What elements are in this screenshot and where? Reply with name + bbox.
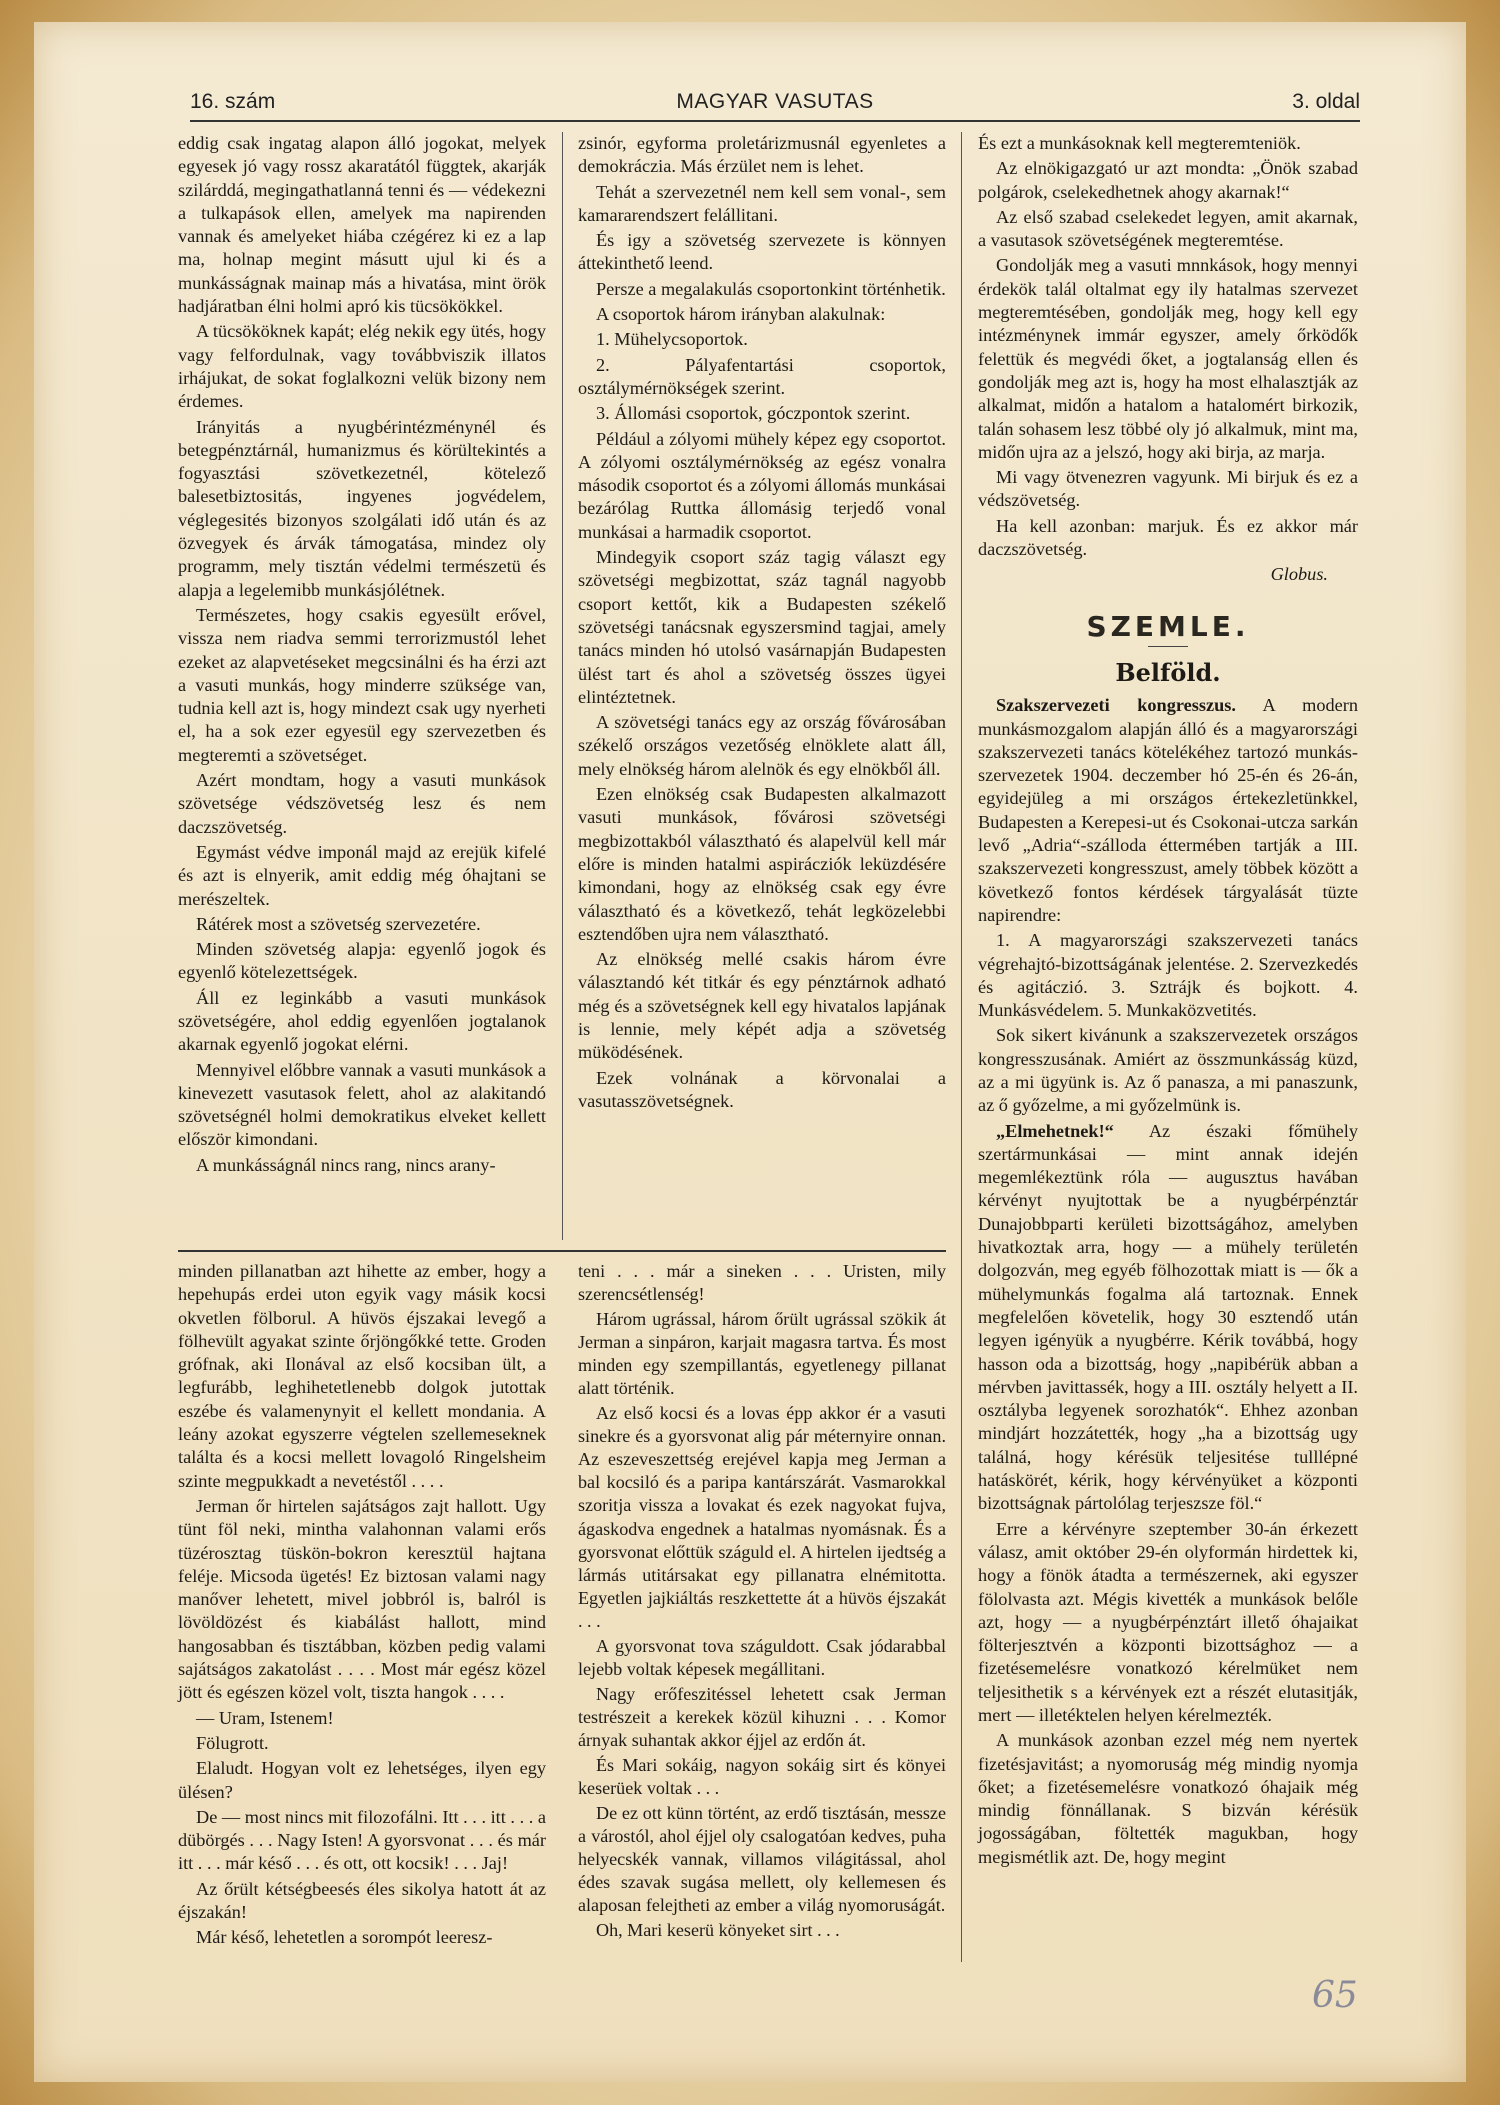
header-rule [190, 120, 1360, 122]
paragraph: De ez ott künn történt, az erdő tisztásán, messze a várostól, ahol éjjel oly csalogatóan kedves, puha helyecskék vannak, villamos világitással, ahol édes szavak sugása mellett, oly kellemesen és alaposan felejtheti az ember a világ nyomoruságát. [578, 1803, 946, 1916]
article-text: Az északi főmühely szertármunkásai — mint annak idején megemlékeztünk róla — augusztus havában kérvényt nyujtottak be a nyugbérpénztár Dunajobbparti kerületi bizottságához, amelyben hivatkoztak arra, hogy — a mühely területén dolgozván, meg egyéb fölhozottak miatt is — ők a mühelymunkás fogalma alá tartoznak. Ennek megfelelően követelik, hogy 30 esztendő után legyen igényük a nyugbérre. Kérik továbbá, hogy hasson oda a bizottság, hogy „napibérük abban a mérvben javittassék, hogy a III. osztály helyett a II. osztályba legyenek sorozhatók“. Ehhez azonban mindjárt hozzátették, hogy „ha a bizottság ugy találná, hogy kérésük teljesitése tulllépné hatáskörét, kérik, hogy kérvényüket a központi bizottságnak pártolólag terjeszsze föl.“ [978, 1120, 1359, 1514]
paragraph: Minden szövetség alapja: egyenlő jogok és egyenlő kötelezettségek. [178, 939, 546, 983]
article-heading: Szakszervezeti kongresszus. [996, 695, 1236, 716]
paragraph: Az elnökigazgató ur azt mondta: „Önök szabad polgárok, cselekedhetnek ahogy akarnak!“ [978, 158, 1358, 202]
article-kongresszus-list [978, 929, 1358, 1022]
paragraph: minden pillanatban azt hihette az ember, hogy a hepehupás erdei uton egyik vagy másik kocsi okvetlen fölborul. A hüvös éjszakai levegő a fölhevült agyakat szinte őrjöngőkké tette. Groden grófnak, aki Ilonával az első kocsiban ült, a legfurább, leghihetetlenebb dolgok jutottak eszébe és valamenynyit el kellett mondania. A leány azokat egyszerre végtelen szellemeseknek találta és a kocsi mellett lovagoló Ringelsheim szinte megpukkadt a nevetéstől . . . . [178, 1261, 546, 1491]
paragraph: Az első szabad cselekedet legyen, amit akarnak, a vasutasok szövetségének megteremtése. [978, 206, 1358, 251]
section-subtitle: Belföld. [1115, 657, 1221, 687]
paragraph: Oh, Mari keserü könyeket sirt . . . [596, 1920, 840, 1941]
paragraph: Fölugrott. [196, 1732, 269, 1753]
article-elmehetnek-p3 [978, 1729, 1358, 1869]
article-elmehetnek-p2 [978, 1518, 1358, 1728]
issue-number: 16. szám [190, 90, 276, 113]
paragraph: Irányitás a nyugbérintézménynél és betegpénztárnál, humanizmus és körültekintés a fogyasztási szövetkezetnél, kötelező balesetbiztositás, ingyenes jogvédelem, véglegesités bizonyos szolgálati idő után és az özvegyek és árvák támogatása, mindez oly programm, mely tisztán védelmi természetü és alapja a legelemibb munkásjólétnek. [178, 416, 546, 600]
paragraph: Gondolják meg a vasuti mnnkások, hogy mennyi érdekök talál oltalmat egy ily hatalmas szervezet megteremtésében, gondolják meg, hogy kell egy intézménynek immár egyszer, amely őrködők felettük és megvédi őket, a jogtalanság ellen és gondolják meg azt is, hogy ha most elhalasztják az alkalmat, midőn a hatalom a hatalomért birkozik, talán sohasem lesz többé oly jó alkalmuk, mint ma, midőn ujra az a jelszó, hogy aki birja, az marja. [978, 255, 1358, 462]
paragraph: A tücsököknek kapát; elég nekik egy ütés, hogy vagy felfordulnak, vagy továbbviszik illatos irhájukat, de sokat foglalkozni velük bizony nem érdemes. [178, 321, 546, 412]
paragraph: Mennyivel előbbre vannak a vasuti munkások a kinevezett vasutasok felett, ahol az alakitandó szövetségnél holmi demokratikus elveket kellett először kimondani. [178, 1059, 546, 1150]
article-kongresszus-wish [978, 1024, 1358, 1117]
paragraph: Mindegyik csoport száz tagig választ egy szövetségi megbizottat, száz tagnál nagyobb csoport kettőt, kik a Budapesten székelő szövetségi tanácsnak egyszersmind tagjai, amely tanács minden hó utolsó vasárnapján Budapesten ülést tart és ahol a szövetség összes ügyei elintéztetnek. [578, 547, 946, 707]
feuilleton-rule [178, 1250, 946, 1252]
author-signature: Globus. [1270, 564, 1328, 585]
paragraph: Azért mondtam, hogy a vasuti munkások szövetsége védszövetség lesz és nem daczszövetség. [178, 770, 546, 837]
paragraph: De — most nincs mit filozofálni. Itt . . . itt . . . a dübörgés . . . Nagy Isten! A gyorsvonat . . . és már itt . . . már késő . . . és ott, ott kocsik! . . . Jaj! [178, 1806, 546, 1874]
paragraph: És Mari sokáig, nagyon sokáig sirt és könyei keserüek voltak . . . [578, 1754, 946, 1799]
paragraph: 3. Állomási csoportok, góczpontok szerint. [596, 403, 911, 424]
paragraph: Az elnökség mellé csakis három évre választandó két titkár és egy pénztárnok adható még és a szövetségnek kell egy hivatalos lapjának is lennie, mely képét adja a szövetség müködésének. [578, 949, 946, 1063]
page-header [190, 86, 1360, 122]
paragraph: És ezt a munkásoknak kell megteremteniök. [978, 133, 1301, 153]
paragraph: zsinór, egyforma proletárizmusnál egyenletes a demokráczia. Más érzület nem is lehet. [578, 133, 946, 177]
page-label: 3. oldal [1292, 90, 1360, 113]
handwritten-page-number: 65 [1312, 1975, 1358, 2016]
paragraph: 1. Mühelycsoportok. [596, 329, 748, 350]
paragraph: Egymást védve imponál majd az erejük kifelé és azt is elnyerik, amit eddig még óhajtani se merészeltek. [178, 841, 546, 909]
paragraph: És igy a szövetség szervezete is könnyen áttekinthető leend. [578, 230, 946, 274]
masthead-title: MAGYAR VASUTAS [676, 90, 874, 113]
paragraph: A gyorsvonat tova száguldott. Csak jódarabbal lejebb voltak képesek megállitani. [578, 1635, 946, 1679]
paragraph: Ha kell azonban: marjuk. És ez akkor már daczszövetség. [978, 515, 1358, 560]
article-text: A modern munkásmozgalom alapján álló és a magyarországi szakszervezeti tanács kötelékéhez tartozó munkás-szervezetek 1904. deczember hó 25-én és 26-án, egyidejüleg a mi országos értekezletünkkel, Budapesten a Kerepesi-ut és Csokonai-utcza sarkán levő „Adria“-szálloda éttermében tartják a III. szakszervezeti kongresszust, amely többek között a következő fontos kérdések tárgyalását tüzte napirendre: [978, 695, 1358, 925]
paragraph: Nagy erőfeszitéssel lehetett csak Jerman testrészeit a kerekek közül kihuzni . . . Komor árnyak suhantak akkor éjjel az erdőn át. [578, 1683, 946, 1750]
section-title-szemle: SZEMLE. [1086, 609, 1250, 643]
paragraph: Természetes, hogy csakis egyesült erővel, vissza nem riadva semmi terrorizmustól lehet ezeket az alapvetéseket megcsinálni és ha érzi azt a vasuti munkás, hogy minderre szüksége van, tudnia kell azt is, hogy mindezt csak ugy nyerheti el, ha a sok ezer egyesül egy szervezetben és megteremti a szövetséget. [178, 604, 546, 765]
paragraph: — Uram, Istenem! [196, 1707, 334, 1728]
paragraph: Jerman őr hirtelen sajátságos zajt hallott. Ugy tünt föl neki, mintha valahonnan valami erős tüzérosztag tüskön-bokron keresztül hajtana feléje. Micsoda ügetés! Ez biztosan valami nagy manőver lehetett, mivel jobbról is, balról is lövöldözést és kiabálást hallott, mind hangosabban és tisztábban, közben pedig valami sajátságos zakatolást . . . . Most már egész közel jött és egészen közel volt, tiszta hangok . . . . [178, 1495, 546, 1703]
article-elmehetnek [978, 1120, 1358, 1516]
paragraph: Például a zólyomi mühely képez egy csoportot. A zólyomi osztálymérnökség az egész vonalra második csoportot és a zólyomi állomás munkásai bezárólag Ruttka állomásig terjedő vonal munkásai a harmadik csoportot. [578, 428, 946, 542]
column-2 [578, 132, 946, 1115]
column-divider [961, 132, 962, 1962]
paragraph: eddig csak ingatag alapon álló jogokat, melyek egyesek jó vagy rossz akaratától függtek, akarják szilárddá, megingathatlanná tenni és — védekezni a tulkapások ellen, amelyek ma napirenden vannak és amelyeket hiába czégérez ki ez a lap ma, holnap megint másutt ujul ki és a munkásságnak mainap más a hivatása, mint örök hadjáratban élni holmi apró kis tücsökökkel. [178, 133, 546, 317]
paragraph: Ezen elnökség csak Budapesten alkalmazott vasuti munkások, fővárosi szövetségi megbizottakból választható és alapelvül kell már előre is minden hatalmi aspirácziók leküzdésére kimondani, hogy az elnökség csak egy évre választható és a következő, tehát legközelebbi esztendőben ujra nem választható. [578, 784, 946, 944]
column-3 [978, 132, 1358, 1871]
paragraph: Az első kocsi és a lovas épp akkor ér a vasuti sinekre és a gyorsvonat alig pár méternyire onnan. Az eszeveszettség erejével kapja meg Jerman a bal kocsiló és a paripa kantárszárát. Vasmarokkal szoritja vissza a lovakat és ezek nagyokat fujva, ágaskodva engednek a hatalmas nyomásnak. És a gyorsvonat előttük száguld el. A hirtelen ijedtség a lármás utitársakat egy pillanatra elnémitotta. Egyetlen jajkiáltás reszkettette át a hüvös éjszakát . . . [578, 1403, 946, 1631]
paragraph: Elaludt. Hogyan volt ez lehetséges, ilyen egy ülésen? [178, 1758, 546, 1802]
paragraph: Az őrült kétségbeesés éles sikolya hatott át az éjszakán! [178, 1878, 546, 1923]
article-text: 1. A magyarországi szakszervezeti tanács végrehajtó-bizottságának jelentése. 2. Szervezkedés és agitáczió. 3. Sztrájk és bojkott. 4. Munkásvédelem. 5. Munkaközvetités. [978, 930, 1358, 1021]
paragraph: Áll ez leginkább a vasuti munkások szövetségére, ahol eddig egyenlően jogtalanok akarnak egyenlő jogokat elérni. [178, 987, 546, 1055]
divider [1148, 646, 1188, 647]
paragraph: Mi vagy ötvenezren vagyunk. Mi birjuk és ez a védszövetség. [978, 467, 1358, 511]
story-column-right [578, 1260, 946, 1944]
paragraph: Már késő, lehetetlen a sorompót leeresz- [196, 1927, 493, 1948]
paragraph: A munkásságnál nincs rang, nincs arany- [196, 1154, 496, 1175]
paragraph: teni . . . már a sineken . . . Uristen, mily szerencsétlenség! [578, 1261, 946, 1305]
paragraph: A szövetségi tanács egy az ország fővárosában székelő országos vezetőség elnöklete alatt áll, mely elnökség három alelnök és egy elnökből áll. [578, 712, 946, 779]
article-text: Sok sikert kivánunk a szakszervezetek országos kongresszusának. Amiért az összmunkásság küzd, az a mi ügyünk is. Az ő panasza, a mi panaszunk, az ő győzelme, a mi győzelmünk is. [978, 1025, 1358, 1116]
story-column-left [178, 1260, 546, 1952]
article-kongresszus [978, 694, 1358, 927]
column-divider [562, 132, 563, 1240]
article-text: Erre a kérvényre szeptember 30-án érkezett válasz, amit október 29-én olyformán hirdettek ki, hogy a fönök átadta a természernek, aki egyszer fölolvasta azt. Mégis kivették a munkások belőle azt, hogy — a nyugbérpénztárt illető óhajaikat fölterjesztvén a központi bizottsághoz — a fizetésemelésre vonatkozó kérelmüket nem teljesithetik s a kérvények ezt a részét elutasitják, mert — illetéktelen helyen kérelmezték. [978, 1518, 1358, 1725]
paragraph: Három ugrással, három őrült ugrással szökik át Jerman a sinpáron, karjait magasra tartva. És most minden egy szempillantás, egyetlenegy pillanat alatt történik. [578, 1309, 946, 1399]
paragraph: Persze a megalakulás csoportonkint történhetik. [596, 278, 946, 299]
article-text: A munkások azonban ezzel még nem nyertek fizetésjavitást; a nyomoruság még mindig nyomja őket; a fizetésemelésre vonatkozó óhajaik még mindig fönnállanak. S bizván kérésük jogosságában, föltették magukban, hogy megismétlik azt. De, hogy megint [978, 1730, 1358, 1867]
paragraph: 2. Pályafentartási csoportok, osztálymérnökségek szerint. [578, 354, 946, 398]
paragraph: A csoportok három irányban alakulnak: [596, 304, 886, 325]
article-heading: „Elmehetnek!“ [996, 1120, 1114, 1141]
paragraph: Tehát a szervezetnél nem kell sem vonal-, sem kamararendszert felállitani. [578, 181, 946, 225]
column-1 [178, 132, 546, 1179]
paragraph: Ezek volnának a körvonalai a vasutasszövetségnek. [578, 1067, 946, 1111]
paragraph: Rátérek most a szövetség szervezetére. [196, 913, 481, 934]
